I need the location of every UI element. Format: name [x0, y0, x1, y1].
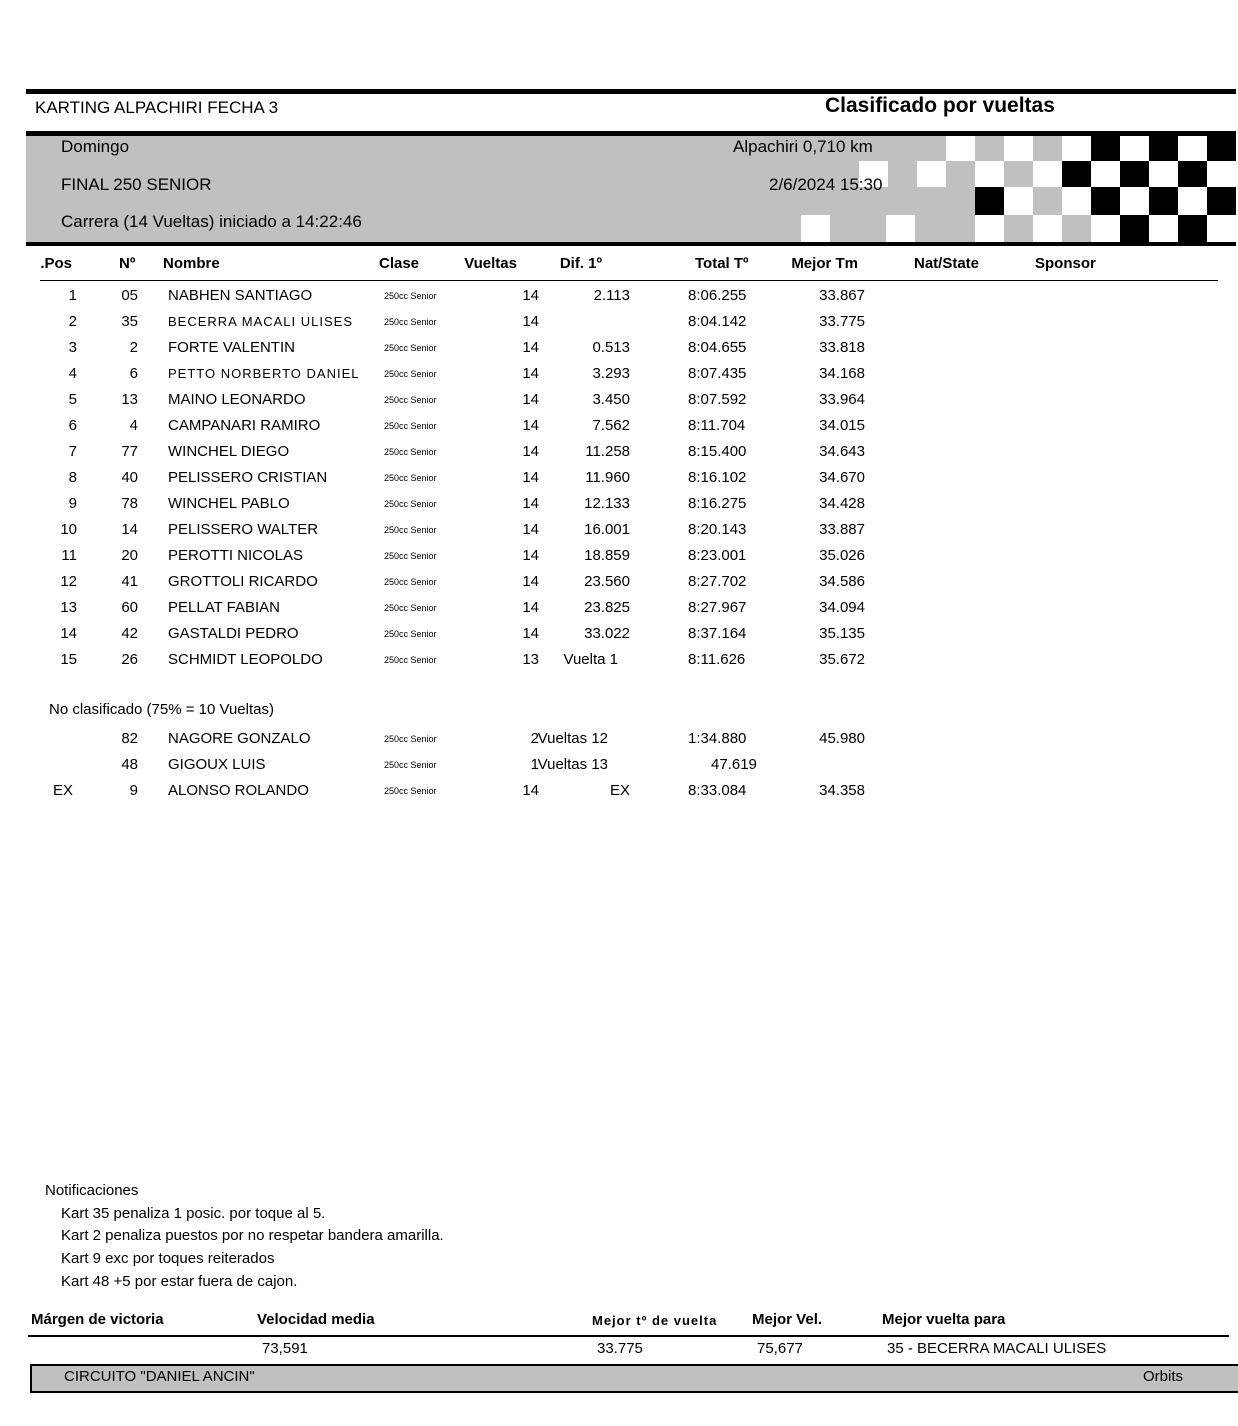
cell-cls: 250cc Senior [384, 786, 437, 796]
table-row [0, 465, 1236, 491]
cell-pos: 15 [60, 651, 77, 668]
notification-line: Kart 2 penaliza puestos por no respetar bandera amarilla. [61, 1227, 444, 1244]
cell-diff: 33.022 [584, 625, 630, 642]
cell-laps: 14 [522, 469, 539, 486]
cell-cls: 250cc Senior [384, 603, 437, 613]
cell-num: 60 [121, 599, 138, 616]
cell-laps: 14 [522, 547, 539, 564]
cell-total: 8:23.001 [688, 547, 747, 564]
cell-name: SCHMIDT LEOPOLDO [168, 651, 323, 668]
avg-speed-value: 73,591 [262, 1340, 308, 1357]
cell-num: 4 [129, 417, 138, 434]
cell-laps: 14 [522, 599, 539, 616]
cell-laps: 14 [522, 625, 539, 642]
cell-pos: 1 [68, 287, 77, 304]
brand-name: Orbits [1143, 1368, 1184, 1385]
cell-name: BECERRA MACALI ULISES [168, 314, 353, 329]
cell-laps: 14 [522, 417, 539, 434]
col-name: Nombre [163, 255, 220, 272]
cell-cls: 250cc Senior [384, 734, 437, 744]
cell-laps: 2 [530, 730, 539, 747]
cell-num: 26 [121, 651, 138, 668]
cell-pos: 3 [68, 339, 77, 356]
table-row [0, 309, 1236, 335]
cell-best: 34.015 [819, 417, 865, 434]
cell-best: 34.358 [819, 782, 865, 799]
cell-name: WINCHEL DIEGO [168, 443, 290, 460]
cell-name: NABHEN SANTIAGO [168, 287, 313, 304]
cell-best: 34.670 [819, 469, 865, 486]
cell-name: GIGOUX LUIS [168, 756, 266, 773]
cell-best: 33.775 [819, 313, 865, 330]
cell-num: 78 [121, 495, 138, 512]
cell-name: MAINO LEONARDO [168, 391, 306, 408]
cell-num: 05 [121, 287, 138, 304]
cell-num: 41 [121, 573, 138, 590]
cell-num: 77 [121, 443, 138, 460]
cell-cls: 250cc Senior [384, 760, 437, 770]
cell-cls: 250cc Senior [384, 421, 437, 431]
cell-total: 8:16.275 [688, 495, 747, 512]
table-row [0, 283, 1236, 309]
notification-line: Kart 9 exc por toques reiterados [61, 1250, 275, 1267]
cell-best: 35.026 [819, 547, 865, 564]
cell-best: 33.818 [819, 339, 865, 356]
cell-pos: 9 [68, 495, 77, 512]
cell-name: GROTTOLI RICARDO [168, 573, 318, 590]
cell-total: 47.619 [711, 756, 757, 773]
col-best: Mejor Tm [791, 255, 858, 272]
table-row [0, 413, 1236, 439]
cell-total: 8:07.435 [688, 365, 747, 382]
cell-laps: 14 [522, 573, 539, 590]
table-row [0, 439, 1236, 465]
table-row [0, 621, 1236, 647]
cell-diff: 0.513 [592, 339, 630, 356]
best-lap-label: Mejor tº de vuelta [592, 1313, 718, 1328]
cell-cls: 250cc Senior [384, 525, 437, 535]
cell-name: ALONSO ROLANDO [168, 782, 309, 799]
cell-best: 34.168 [819, 365, 865, 382]
cell-diff: 23.825 [584, 599, 630, 616]
notifications-title: Notificaciones [45, 1182, 139, 1199]
cell-total: 8:07.592 [688, 391, 747, 408]
table-row [0, 335, 1236, 361]
cell-laps: 14 [522, 365, 539, 382]
table-row [0, 543, 1236, 569]
cell-cls: 250cc Senior [384, 629, 437, 639]
footer-rule [28, 1335, 1229, 1337]
cell-diff: 18.859 [584, 547, 630, 564]
table-row [0, 752, 1236, 778]
cell-total: 8:04.655 [688, 339, 747, 356]
cell-best: 33.887 [819, 521, 865, 538]
cell-total: 8:06.255 [688, 287, 747, 304]
circuit-name: CIRCUITO "DANIEL ANCIN" [64, 1368, 255, 1385]
cell-cls: 250cc Senior [384, 655, 437, 665]
cell-pos: 10 [60, 521, 77, 538]
cell-total: 8:27.702 [688, 573, 747, 590]
cell-name: PETTO NORBERTO DANIEL [168, 366, 360, 381]
footer-band [30, 1364, 1238, 1393]
cell-cls: 250cc Senior [384, 447, 437, 457]
col-diff: Dif. 1º [559, 255, 602, 272]
cell-diff: 11.258 [585, 443, 630, 460]
race-info-band [26, 136, 1236, 242]
not-classified-label: No clasificado (75% = 10 Vueltas) [49, 701, 274, 718]
notification-line: Kart 48 +5 por estar fuera de cajon. [61, 1273, 298, 1290]
cell-pos: 7 [68, 443, 77, 460]
cell-num: 14 [121, 521, 138, 538]
cell-best: 34.094 [819, 599, 865, 616]
cell-diff: 12.133 [584, 495, 630, 512]
cell-name: PEROTTI NICOLAS [168, 547, 304, 564]
cell-diff: EX [609, 782, 630, 799]
cell-cls: 250cc Senior [384, 577, 437, 587]
table-row [0, 361, 1236, 387]
table-row [0, 569, 1236, 595]
cell-laps: 14 [522, 339, 539, 356]
cell-best: 45.980 [819, 730, 865, 747]
cell-cls: 250cc Senior [384, 369, 437, 379]
column-rule [40, 280, 1218, 281]
table-row [0, 647, 1236, 673]
cell-total: 8:04.142 [688, 313, 747, 330]
race-datetime: 2/6/2024 15:30 [769, 175, 883, 194]
cell-laps: 14 [522, 287, 539, 304]
cell-num: 40 [121, 469, 138, 486]
col-total: Total Tº [695, 255, 749, 272]
cell-total: 8:15.400 [688, 443, 747, 460]
cell-diff: 7.562 [592, 417, 630, 434]
best-speed-value: 75,677 [757, 1340, 803, 1357]
cell-total: 8:11.704 [688, 417, 746, 434]
cell-laps: 14 [522, 443, 539, 460]
cell-name: FORTE VALENTIN [168, 339, 295, 356]
cell-best: 35.135 [819, 625, 865, 642]
cell-best: 33.964 [819, 391, 865, 408]
cell-diff: 1 Vuelta [563, 651, 618, 668]
cell-laps: 13 [522, 651, 539, 668]
cell-best: 34.643 [819, 443, 865, 460]
cell-pos: 14 [60, 625, 77, 642]
cell-pos: 2 [68, 313, 77, 330]
cell-num: 82 [121, 730, 138, 747]
cell-name: WINCHEL PABLO [168, 495, 290, 512]
table-row [0, 595, 1236, 621]
col-num: Nº [119, 255, 136, 272]
cell-laps: 1 [530, 756, 539, 773]
col-nat: Nat/State [914, 255, 980, 272]
cell-num: 13 [121, 391, 138, 408]
cell-name: CAMPANARI RAMIRO [168, 417, 321, 434]
notification-line: Kart 35 penaliza 1 posic. por toque al 5. [61, 1205, 326, 1222]
cell-cls: 250cc Senior [384, 317, 437, 327]
race-start-info: Carrera (14 Vueltas) iniciado a 14:22:46 [61, 212, 362, 231]
track-name: Alpachiri 0,710 km [733, 137, 873, 156]
cell-num: 42 [121, 625, 138, 642]
cell-name: PELISSERO CRISTIAN [168, 469, 328, 486]
col-sponsor: Sponsor [1035, 255, 1096, 272]
event-title: KARTING ALPACHIRI FECHA 3 [35, 98, 279, 117]
cell-total: 8:11.626 [688, 651, 746, 668]
cell-pos: 4 [68, 365, 77, 382]
cell-num: 35 [121, 313, 138, 330]
cell-total: 8:16.102 [688, 469, 747, 486]
cell-diff: 2.113 [593, 287, 630, 304]
cell-pos: 6 [68, 417, 77, 434]
cell-diff: 11.960 [585, 469, 630, 486]
cell-laps: 14 [522, 495, 539, 512]
col-class: Clase [379, 255, 420, 272]
cell-diff: 3.293 [592, 365, 630, 382]
band-rule [26, 242, 1236, 246]
avg-speed-label: Velocidad media [257, 1311, 375, 1328]
cell-name: NAGORE GONZALO [168, 730, 311, 747]
margin-label: Márgen de victoria [31, 1311, 164, 1328]
cell-best: 34.586 [819, 573, 865, 590]
table-row [0, 778, 1236, 804]
cell-pos: 11 [61, 547, 77, 564]
cell-total: 8:33.084 [688, 782, 747, 799]
cell-name: PELISSERO WALTER [168, 521, 319, 538]
best-speed-label: Mejor Vel. [752, 1311, 823, 1328]
cell-cls: 250cc Senior [384, 343, 437, 353]
session-name: FINAL 250 SENIOR [61, 175, 212, 194]
cell-diff: 12 Vueltas [537, 730, 608, 747]
cell-best: 34.428 [819, 495, 865, 512]
cell-total: 8:37.164 [688, 625, 747, 642]
col-pos: Pos. [40, 255, 72, 272]
best-lap-value: 33.775 [597, 1340, 643, 1357]
cell-num: 6 [129, 365, 138, 382]
col-laps: Vueltas [464, 255, 517, 272]
cell-cls: 250cc Senior [384, 499, 437, 509]
table-row [0, 387, 1236, 413]
cell-pos: 8 [68, 469, 77, 486]
cell-name: GASTALDI PEDRO [168, 625, 299, 642]
cell-diff: 23.560 [584, 573, 630, 590]
cell-total: 1:34.880 [688, 730, 747, 747]
table-row [0, 726, 1236, 752]
cell-total: 8:20.143 [688, 521, 747, 538]
cell-laps: 14 [522, 391, 539, 408]
best-lap-for-value: 35 - BECERRA MACALI ULISES [887, 1340, 1107, 1357]
cell-pos: 13 [60, 599, 77, 616]
cell-pos: 5 [68, 391, 77, 408]
cell-laps: 14 [522, 521, 539, 538]
table-row [0, 517, 1236, 543]
cell-diff: 3.450 [592, 391, 630, 408]
cell-num: 2 [129, 339, 138, 356]
cell-diff: 16.001 [584, 521, 630, 538]
cell-cls: 250cc Senior [384, 291, 437, 301]
cell-cls: 250cc Senior [384, 473, 437, 483]
cell-num: 9 [129, 782, 138, 799]
cell-laps: 14 [522, 782, 539, 799]
cell-laps: 14 [522, 313, 539, 330]
cell-best: 33.867 [819, 287, 865, 304]
cell-pos: 12 [60, 573, 77, 590]
cell-cls: 250cc Senior [384, 551, 437, 561]
cell-num: 20 [121, 547, 138, 564]
report-title: Clasificado por vueltas [825, 94, 1055, 117]
cell-pos: EX [53, 782, 74, 799]
table-row [0, 491, 1236, 517]
cell-num: 48 [121, 756, 138, 773]
cell-diff: 13 Vueltas [537, 756, 608, 773]
race-day: Domingo [61, 137, 130, 156]
best-lap-for-label: Mejor vuelta para [882, 1311, 1006, 1328]
cell-name: PELLAT FABIAN [168, 599, 280, 616]
cell-cls: 250cc Senior [384, 395, 437, 405]
cell-best: 35.672 [819, 651, 865, 668]
cell-total: 8:27.967 [688, 599, 747, 616]
